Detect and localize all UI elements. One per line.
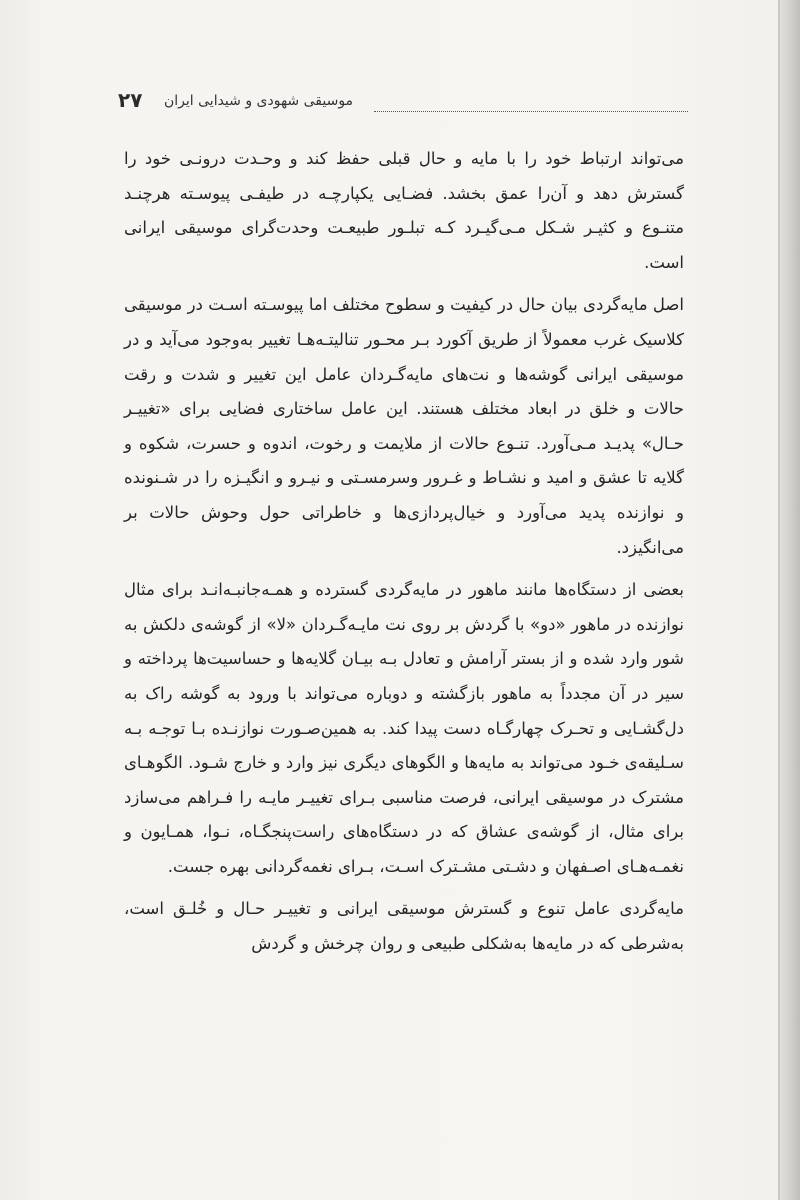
running-title: موسیقی شهودی و شیدایی ایران	[164, 93, 354, 109]
page-header	[118, 86, 688, 118]
paragraph-4: مایه‌گردی عامل تنوع و گسترش موسیقی ایرانی و تغییـر حـال و خُلـق است، به‌شرطی که در مایه‌ها به‌شکلی طبیعی و روان چرخش و گردش	[124, 899, 684, 954]
body-text	[124, 142, 684, 970]
paragraph-1: می‌تواند ارتباط خود را با مایه و حال قبلی حفظ کند و وحـدت درونـی خود را گسترش دهد و آن‌را عمق بخشد. فضـایی یکپارچـه در طیفـی پیوسـته هرچنـد متنـوع و کثیـر شـکل مـی‌گیـرد کـه تبلـور طبیعـت وحدت‌گرای موسیقی ایرانی است.	[124, 149, 684, 272]
page-number: ۲۷	[118, 88, 143, 112]
header-dotted-rule	[374, 111, 688, 112]
page-edge	[778, 0, 800, 1200]
paragraph-2: اصل مایه‌گردی بیان حال در کیفیت و سطوح مختلف اما پیوسـته اسـت در موسیقی کلاسیک غرب معمولاً از طریق آکورد بـر محـور تنالیتـه‌هـا تغییر به‌وجود می‌آید و در موسیقی ایرانی گوشه‌ها و نت‌های مایه‌گـردان عامل این تغییر و شدت و رقت حالات و خلق در ابعاد مختلف هستند. این عامل ساختاری فضایی برای «تغییـر حـال» پدیـد مـی‌آورد. تنـوع حالات از ملایمت و رخوت، اندوه و حسرت، شکوه و گلایه تا عشق و امید و نشـاط و غـرور وسرمسـتی و نیـرو و انگیـزه را در شـنونده و نوازنده پدید می‌آورد و خیال‌پردازی‌ها و خاطراتی حول وحوش حالات بر می‌انگیزد.	[124, 295, 684, 557]
paragraph-3: بعضی از دستگاه‌ها مانند ماهور در مایه‌گردی گسترده و همـه‌جانبـه‌انـد برای مثال نوازنده در ماهور «دو» با گردش بر روی نت مایـه‌گـردان «لا» از گوشه‌ی دلکش به شور وارد شده و از بستر آرامش و تعادل بـه بیـان گلایه‌ها و حساسیت‌ها پرداخته و سیر در آن مجدداً به ماهور بازگشته و دوباره می‌تواند با ورود به گوشه راک به دل‌گشـایی و تحـرک چهارگـاه دست پیدا کند. به همین‌صـورت نوازنـده بـا توجـه بـه سـلیقه‌ی خـود می‌تواند به مایه‌ها و الگوهای دیگری نیز وارد و خارج شـود. الگوهـای مشترک در موسیقی ایرانی، فرصت مناسبی بـرای تغییـر مایـه را فـراهم می‌سازد برای مثال، از گوشه‌ی عشاق که در دستگاه‌های راست‌پنجگـاه، نـوا، همـایون و نغمـه‌هـای اصـفهان و دشـتی مشـترک اسـت، بـرای نغمه‌گردانی بهره جست.	[124, 580, 684, 876]
